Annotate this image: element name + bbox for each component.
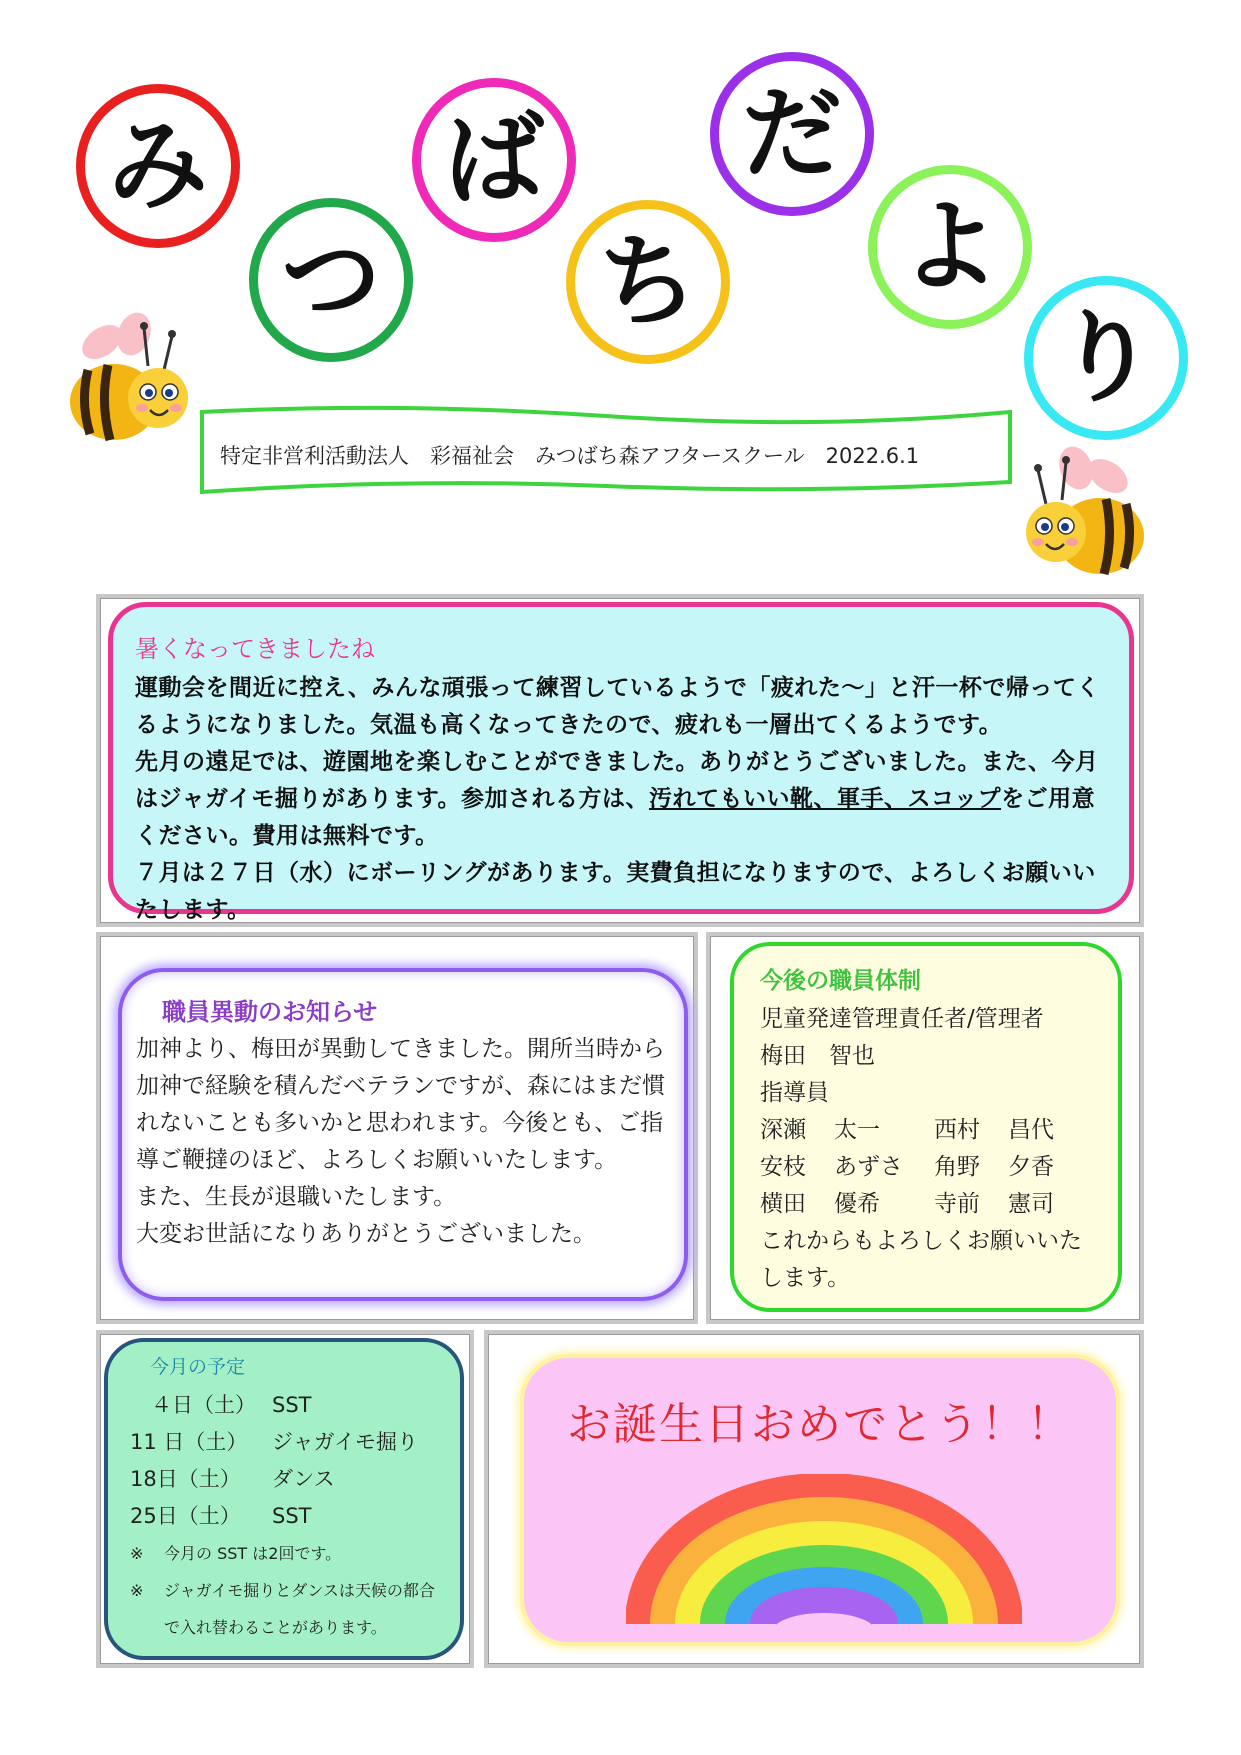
schedule-item: 18日（土） ダンス: [130, 1467, 335, 1491]
title-char-da: だ: [710, 52, 874, 216]
staff-change-paragraph-3: 大変お世話になりありがとうございました。: [136, 1221, 596, 1247]
summer-notice-box: [108, 602, 1134, 923]
bee-illustration-left: [58, 312, 188, 452]
bee-illustration-right: [1026, 446, 1156, 586]
title-char-mi: み: [76, 84, 240, 248]
manager-name: 梅田 智也: [760, 1043, 875, 1069]
title-char-tsu: つ: [249, 198, 413, 362]
staff-system-box: [730, 942, 1122, 1312]
birthday-box: [520, 1354, 1120, 1646]
subtitle-text: 特定非営利活動法人 彩福祉会 みつばち森アフタースクール 2022.6.1: [220, 444, 920, 468]
title-char-yo: よ: [868, 165, 1032, 329]
instructor-role: 指導員: [760, 1080, 829, 1106]
summer-paragraph-1: 運動会を間近に控え、みんな頑張って練習しているようで「疲れた～」と汗一杯で帰ってくるようになりました。気温も高くなってきたので、疲れも一層出てくるようです。: [135, 675, 1100, 738]
title-char-chi: ち: [566, 200, 730, 364]
schedule-heading: 今月の予定: [150, 1356, 246, 1378]
schedule-box: [104, 1338, 464, 1660]
instructor-row: 安枝 あずさ 角野 夕香: [760, 1154, 1054, 1180]
title-char-ba: ば: [412, 78, 576, 242]
schedule-note-2: ※ ジャガイモ掘りとダンスは天候の都合で入れ替わることがあります。: [130, 1581, 435, 1637]
schedule-item: 11 日（土） ジャガイモ掘り: [130, 1430, 418, 1454]
birthday-heading: お誕生日おめでとう！！: [567, 1399, 1073, 1450]
items-to-bring: 汚れてもいい靴、軍手、スコップ: [649, 786, 1002, 812]
schedule-note-1: ※ 今月の SST は2回です。: [130, 1544, 342, 1563]
rainbow-illustration: [626, 1474, 1022, 1634]
instructor-row: 深瀬 太一 西村 昌代: [760, 1117, 1054, 1143]
title-char-ri: り: [1024, 276, 1188, 440]
summer-paragraph-3: ７月は２７日（水）にボーリングがあります。実費負担になりますので、よろしくお願いいたします。: [135, 860, 1096, 923]
instructor-row: 横田 優希 寺前 憲司: [760, 1191, 1054, 1217]
schedule-item: ４日（土） SST: [130, 1393, 312, 1417]
staff-system-closing: これからもよろしくお願いいたします。: [760, 1228, 1082, 1291]
summer-heading: 暑くなってきましたね: [135, 635, 375, 663]
manager-role: 児童発達管理責任者/管理者: [760, 1006, 1044, 1032]
staff-change-paragraph-1: 加神より、梅田が異動してきました。開所当時から加神で経験を積んだベテランですが、森にはまだ慣れないことも多いかと思われます。今後とも、ご指導ご鞭撻のほど、よろしくお願いいたします。: [136, 1036, 665, 1173]
staff-change-box: [118, 968, 688, 1301]
staff-change-heading: 職員異動のお知らせ: [162, 998, 378, 1026]
summer-paragraph-2: 先月の遠足では、遊園地を楽しむことができました。ありがとうございました。また、今月はジャガイモ掘りがあります。参加される方は、汚れてもいい靴、軍手、スコップをご用意ください。費用は無料です。: [135, 749, 1099, 849]
staff-system-heading: 今後の職員体制: [760, 968, 921, 994]
schedule-item: 25日（土） SST: [130, 1504, 312, 1528]
staff-change-paragraph-2: また、生長が退職いたします。: [136, 1184, 457, 1210]
